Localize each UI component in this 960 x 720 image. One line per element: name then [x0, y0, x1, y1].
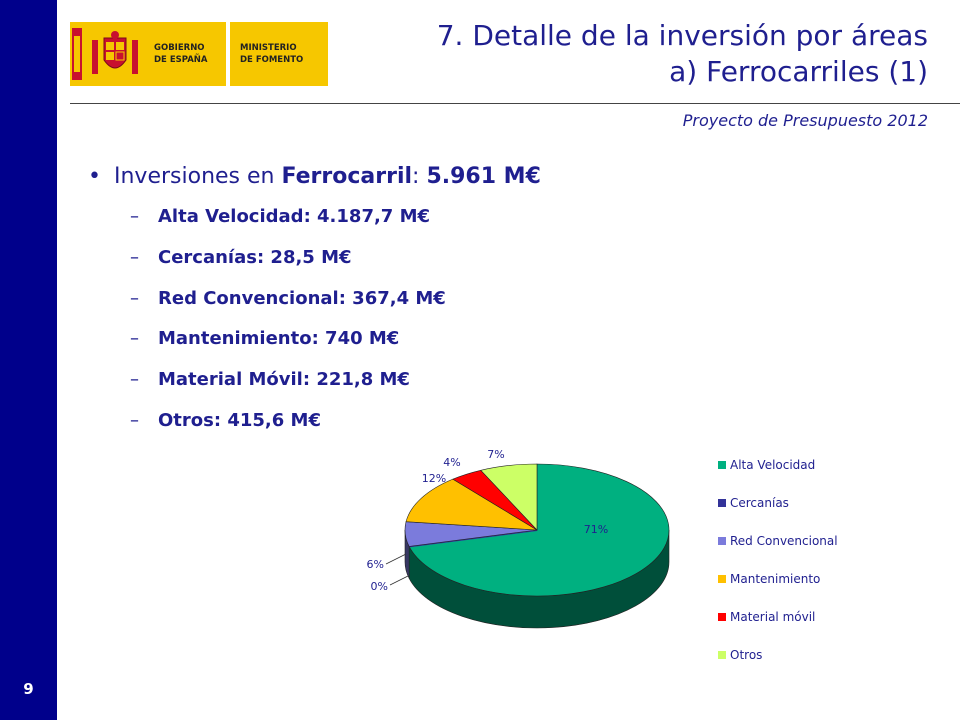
- legend-swatch-icon: [718, 499, 726, 507]
- list-item: [130, 247, 352, 268]
- list-item-text: Red Convencional: 367,4 M€: [158, 288, 446, 309]
- legend-label: Red Convencional: [730, 534, 838, 548]
- legend-swatch-icon: [718, 575, 726, 583]
- logo-ministerio-line2: DE FOMENTO: [240, 55, 304, 65]
- legend-item-red-convencional: [718, 534, 838, 548]
- list-item: [130, 328, 399, 349]
- list-item-text: Mantenimiento: 740 M€: [158, 328, 400, 349]
- left-sidebar-band: [0, 0, 57, 720]
- page-title: [437, 18, 928, 90]
- page-subtitle: Proyecto de Presupuesto 2012: [682, 111, 928, 130]
- pie-leader-line: [386, 554, 406, 564]
- legend-item-mantenimiento: [718, 572, 820, 586]
- dash-icon: –: [130, 369, 139, 390]
- legend-item-otros: [718, 648, 762, 662]
- list-item-text: Otros: 415,6 M€: [158, 410, 321, 431]
- legend-label: Mantenimiento: [730, 572, 821, 586]
- dash-icon: –: [130, 206, 139, 227]
- gobierno-logo-block: [70, 22, 226, 86]
- flag-icon: [72, 28, 82, 80]
- pie-label-material-móvil: 4%: [443, 456, 461, 469]
- pie-label-red-convencional: 6%: [366, 558, 384, 571]
- legend-label: Material móvil: [730, 610, 816, 624]
- list-item-text: Alta Velocidad: 4.187,7 M€: [158, 206, 431, 227]
- list-item-text: Cercanías: 28,5 M€: [158, 247, 352, 268]
- legend-item-alta-velocidad: [718, 458, 815, 472]
- title-line-1: 7. Detalle de la inversión por áreas: [436, 19, 928, 52]
- pie-label-mantenimiento: 12%: [421, 472, 447, 485]
- logo-gobierno-line1: GOBIERNO: [154, 43, 205, 53]
- header-divider: [70, 103, 960, 104]
- bullet-dot-icon: •: [88, 164, 101, 189]
- government-logo: [70, 22, 328, 86]
- dash-icon: –: [130, 328, 139, 349]
- list-item: [130, 288, 446, 309]
- legend-swatch-icon: [718, 651, 726, 659]
- bullet-highlight: Ferrocarril: [281, 164, 413, 189]
- list-item: [130, 410, 321, 431]
- legend-label: Otros: [730, 648, 763, 662]
- pie-label-otros: 7%: [487, 448, 505, 461]
- pie-leader-line: [390, 576, 408, 585]
- main-bullet: [88, 164, 541, 189]
- dash-icon: –: [130, 288, 139, 309]
- pie-label-alta-velocidad: 71%: [583, 523, 609, 536]
- investment-pie-chart: [360, 440, 960, 720]
- bullet-prefix: Inversiones en: [114, 164, 282, 189]
- bullet-amount: 5.961 M€: [426, 164, 541, 189]
- coat-of-arms-icon: [86, 30, 144, 80]
- dash-icon: –: [130, 410, 139, 431]
- legend-item-material-móvil: [718, 610, 815, 624]
- list-item-text: Material Móvil: 221,8 M€: [158, 369, 410, 390]
- ministerio-logo-block: [230, 22, 328, 86]
- legend-swatch-icon: [718, 461, 726, 469]
- legend-swatch-icon: [718, 537, 726, 545]
- legend-label: Alta Velocidad: [730, 458, 816, 472]
- legend-item-cercanías: [718, 496, 789, 510]
- list-item: [130, 369, 410, 390]
- list-item: [130, 206, 430, 227]
- logo-gobierno-line2: DE ESPAÑA: [154, 55, 208, 65]
- dash-icon: –: [130, 247, 139, 268]
- bullet-sep: :: [412, 164, 427, 189]
- pie-label-cercanías: 0%: [370, 580, 388, 593]
- legend-swatch-icon: [718, 613, 726, 621]
- legend-label: Cercanías: [730, 496, 789, 510]
- page-number: 9: [23, 680, 34, 698]
- logo-ministerio-line1: MINISTERIO: [240, 43, 297, 53]
- title-line-2: a) Ferrocarriles (1): [669, 55, 928, 88]
